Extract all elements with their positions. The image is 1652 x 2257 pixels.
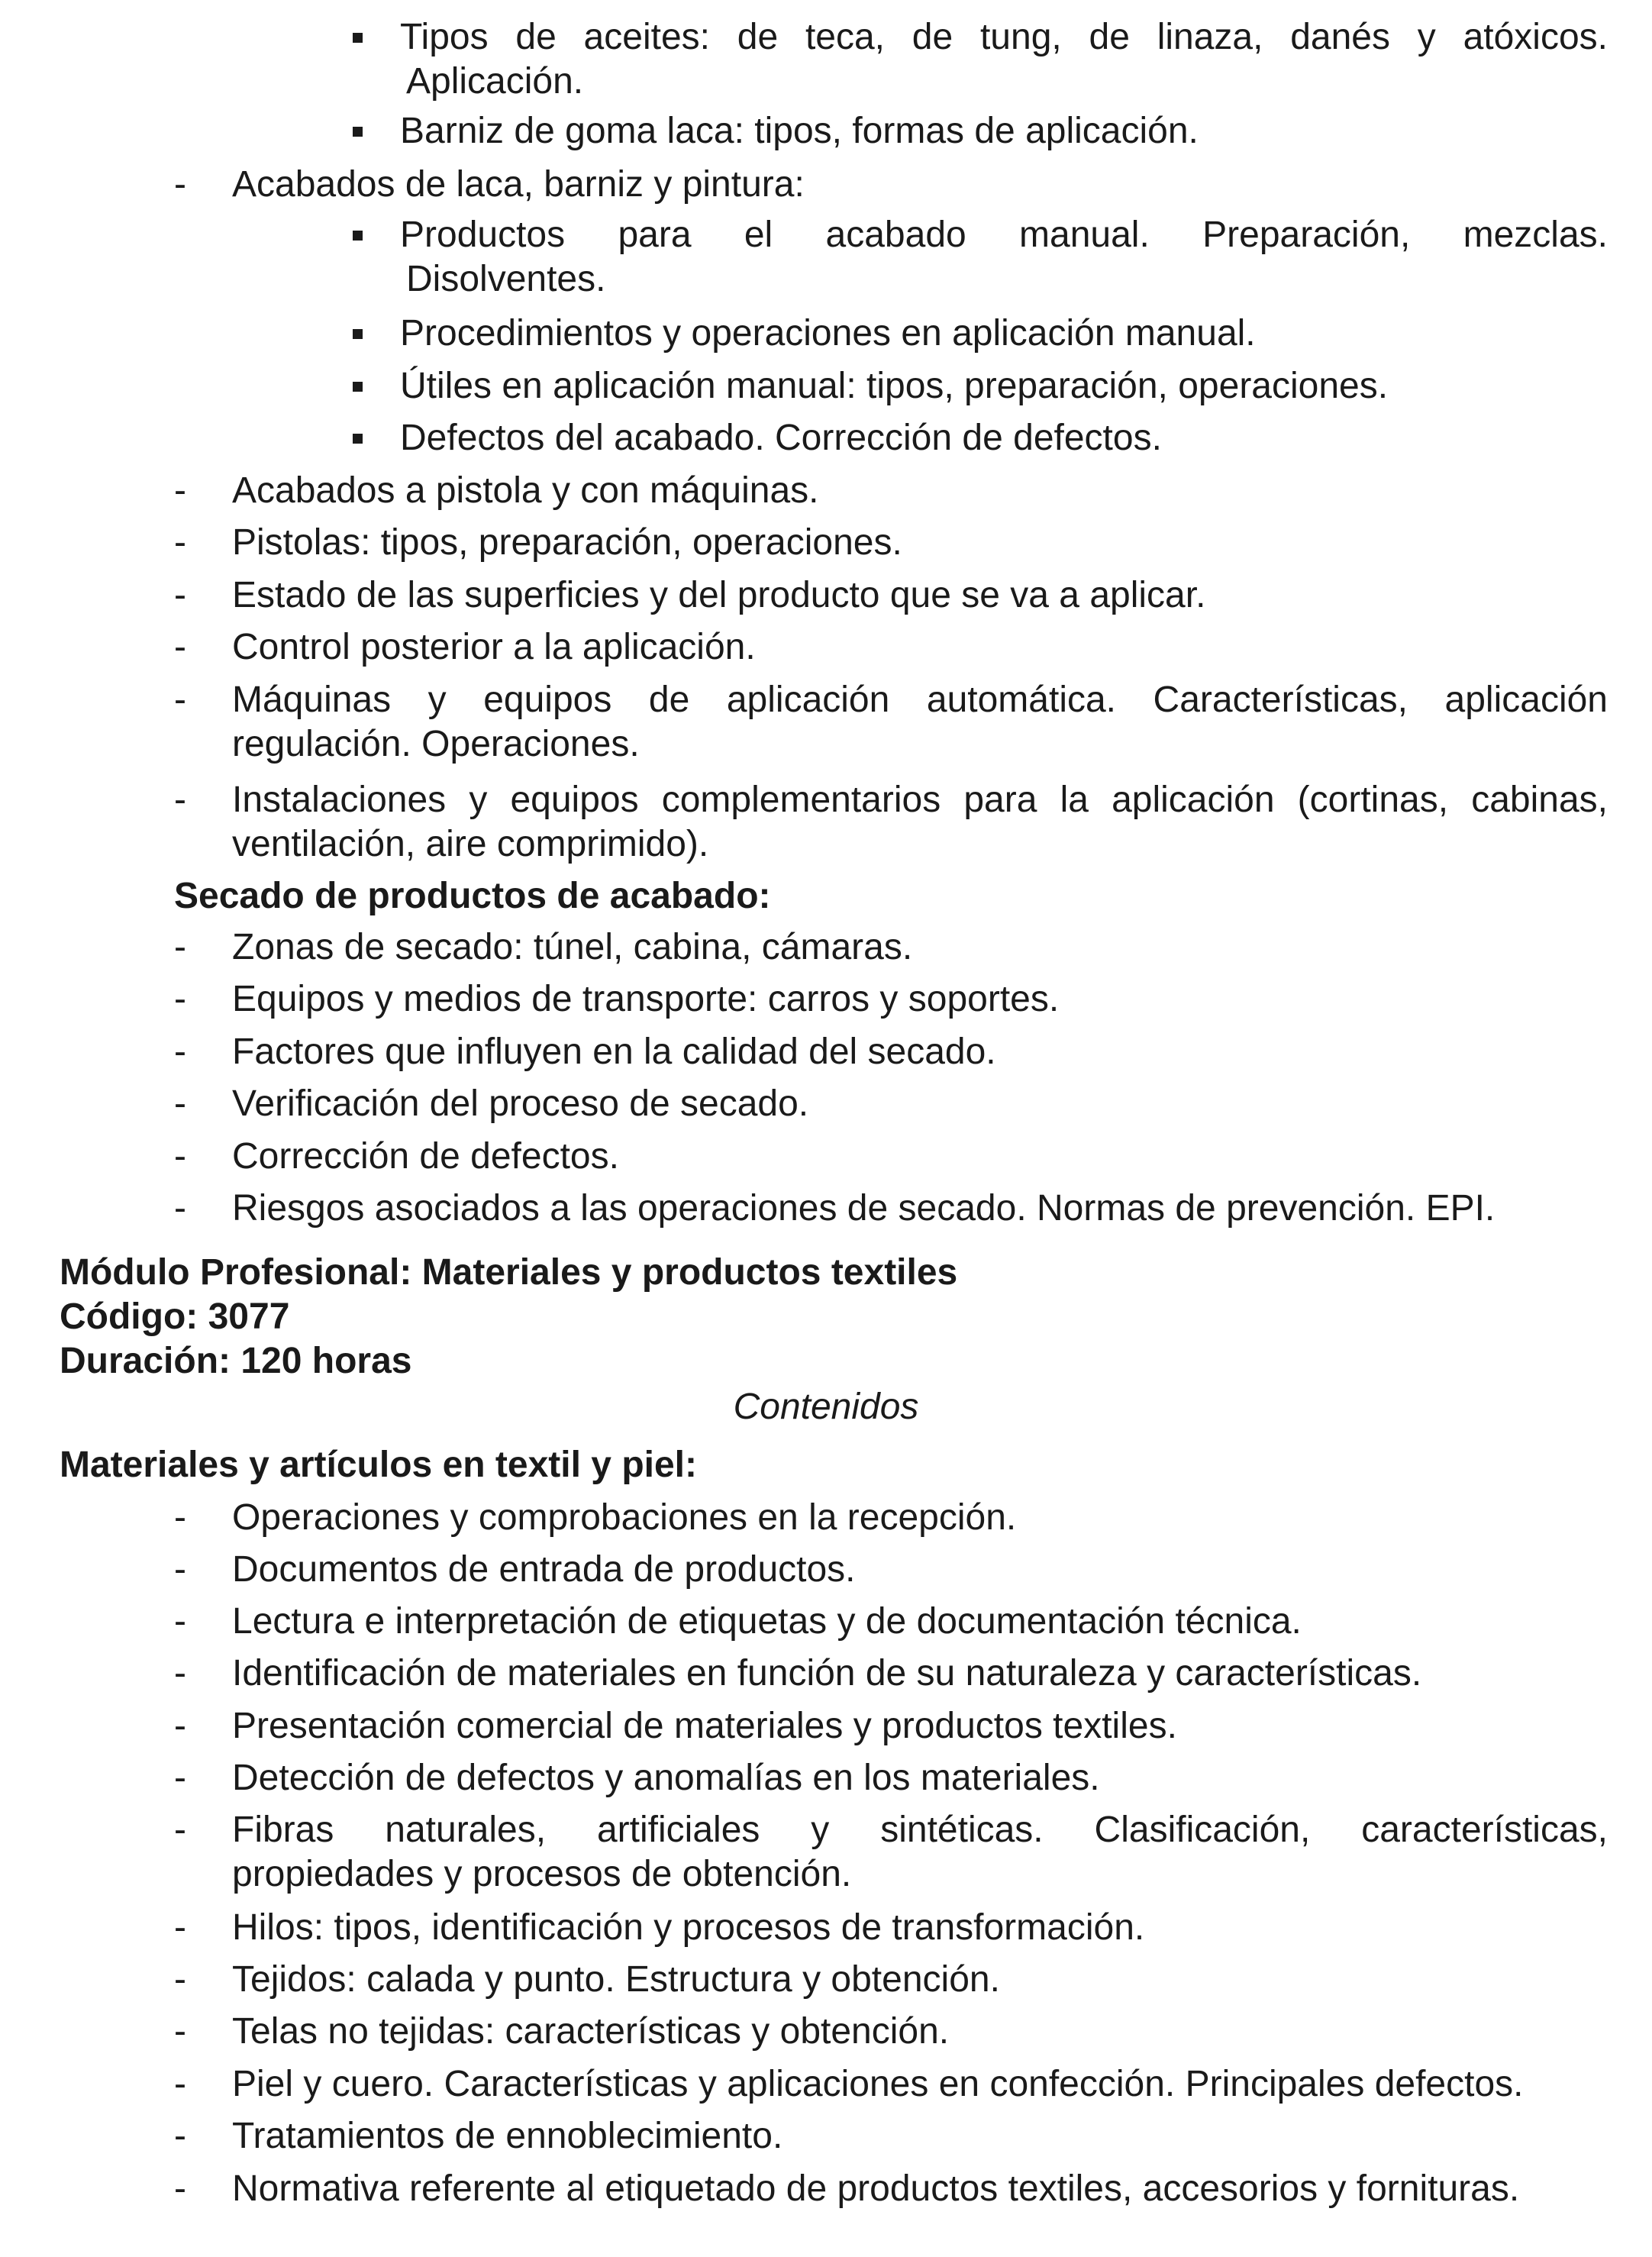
sub-bullet-item: Tipos de aceites: de teca, de tung, de linaza, danés y atóxicos.: [400, 17, 1608, 57]
dash-bullet: -: [174, 927, 186, 967]
dash-bullet: -: [174, 1706, 186, 1746]
dash-bullet: -: [174, 1601, 186, 1642]
module-duration: Duración: 120 horas: [60, 1341, 412, 1381]
list-item: Zonas de secado: túnel, cabina, cámaras.: [232, 927, 913, 967]
dash-bullet: -: [174, 1758, 186, 1798]
dash-bullet: -: [174, 1549, 186, 1590]
square-bullet-icon: [353, 33, 363, 43]
list-item: Tratamientos de ennoblecimiento.: [232, 2116, 783, 2156]
list-item: Equipos y medios de transporte: carros y soportes.: [232, 979, 1060, 1019]
contents-heading: Contenidos: [733, 1387, 919, 1427]
dash-bullet: -: [174, 1810, 186, 1850]
list-item-continuation: ventilación, aire comprimido).: [232, 824, 709, 864]
dash-bullet: -: [174, 979, 186, 1019]
list-item: Estado de las superficies y del producto que se va a aplicar.: [232, 575, 1206, 615]
list-item: Riesgos asociados a las operaciones de secado. Normas de prevención. EPI.: [232, 1188, 1496, 1229]
square-bullet-icon: [353, 382, 363, 392]
dash-bullet: -: [174, 470, 186, 511]
list-item: Detección de defectos y anomalías en los materiales.: [232, 1758, 1100, 1798]
list-item: Presentación comercial de materiales y productos textiles.: [232, 1706, 1177, 1746]
sub-bullet-item: Productos para el acabado manual. Preparación, mezclas.: [400, 215, 1608, 255]
dash-bullet: -: [174, 522, 186, 563]
list-item: Operaciones y comprobaciones en la recepción.: [232, 1497, 1017, 1538]
section-heading-materiales: Materiales y artículos en textil y piel:: [60, 1445, 697, 1485]
list-item: Acabados de laca, barniz y pintura:: [232, 164, 805, 205]
list-item: Pistolas: tipos, preparación, operaciones.: [232, 522, 902, 563]
list-item: Documentos de entrada de productos.: [232, 1549, 856, 1590]
module-code: Código: 3077: [60, 1296, 290, 1337]
dash-bullet: -: [174, 2064, 186, 2104]
list-item: Hilos: tipos, identificación y procesos de transformación.: [232, 1907, 1145, 1948]
list-item: Factores que influyen en la calidad del secado.: [232, 1032, 996, 1072]
square-bullet-icon: [353, 434, 363, 444]
dash-bullet: -: [174, 1653, 186, 1694]
list-item: Verificación del proceso de secado.: [232, 1083, 809, 1124]
dash-bullet: -: [174, 2116, 186, 2156]
sub-bullet-item: Útiles en aplicación manual: tipos, preparación, operaciones.: [400, 366, 1389, 406]
dash-bullet: -: [174, 627, 186, 667]
list-item: Instalaciones y equipos complementarios para la aplicación (cortinas, cabinas,: [232, 780, 1608, 820]
square-bullet-icon: [353, 329, 363, 339]
sub-bullet-continuation: Aplicación.: [406, 61, 584, 102]
list-item: Máquinas y equipos de aplicación automática. Características, aplicación: [232, 680, 1608, 720]
list-item: Tejidos: calada y punto. Estructura y obtención.: [232, 1959, 1000, 2000]
square-bullet-icon: [353, 231, 363, 241]
dash-bullet: -: [174, 164, 186, 205]
list-item: Normativa referente al etiquetado de productos textiles, accesorios y fornituras.: [232, 2168, 1520, 2209]
dash-bullet: -: [174, 1032, 186, 1072]
sub-bullet-continuation: Disolventes.: [406, 259, 606, 299]
dash-bullet: -: [174, 780, 186, 820]
module-title: Módulo Profesional: Materiales y productos textiles: [60, 1252, 958, 1293]
list-item: Acabados a pistola y con máquinas.: [232, 470, 819, 511]
dash-bullet: -: [174, 575, 186, 615]
dash-bullet: -: [174, 680, 186, 720]
list-item: Piel y cuero. Características y aplicaciones en confección. Principales defectos.: [232, 2064, 1524, 2104]
dash-bullet: -: [174, 1907, 186, 1948]
list-item: Identificación de materiales en función de su naturaleza y características.: [232, 1653, 1422, 1694]
list-item: Corrección de defectos.: [232, 1136, 619, 1177]
list-item: Lectura e interpretación de etiquetas y de documentación técnica.: [232, 1601, 1302, 1642]
sub-bullet-item: Defectos del acabado. Corrección de defectos.: [400, 418, 1162, 458]
dash-bullet: -: [174, 1497, 186, 1538]
dash-bullet: -: [174, 1136, 186, 1177]
list-item: Fibras naturales, artificiales y sintéticas. Clasificación, características,: [232, 1810, 1608, 1850]
section-heading-secado: Secado de productos de acabado:: [174, 876, 771, 916]
square-bullet-icon: [353, 127, 363, 137]
list-item-continuation: regulación. Operaciones.: [232, 724, 640, 764]
sub-bullet-item: Procedimientos y operaciones en aplicación manual.: [400, 313, 1256, 354]
list-item: Control posterior a la aplicación.: [232, 627, 756, 667]
dash-bullet: -: [174, 2011, 186, 2052]
sub-bullet-item: Barniz de goma laca: tipos, formas de aplicación.: [400, 111, 1199, 151]
list-item: Telas no tejidas: características y obtención.: [232, 2011, 950, 2052]
dash-bullet: -: [174, 1959, 186, 2000]
list-item-continuation: propiedades y procesos de obtención.: [232, 1854, 852, 1894]
dash-bullet: -: [174, 2168, 186, 2209]
dash-bullet: -: [174, 1083, 186, 1124]
dash-bullet: -: [174, 1188, 186, 1229]
